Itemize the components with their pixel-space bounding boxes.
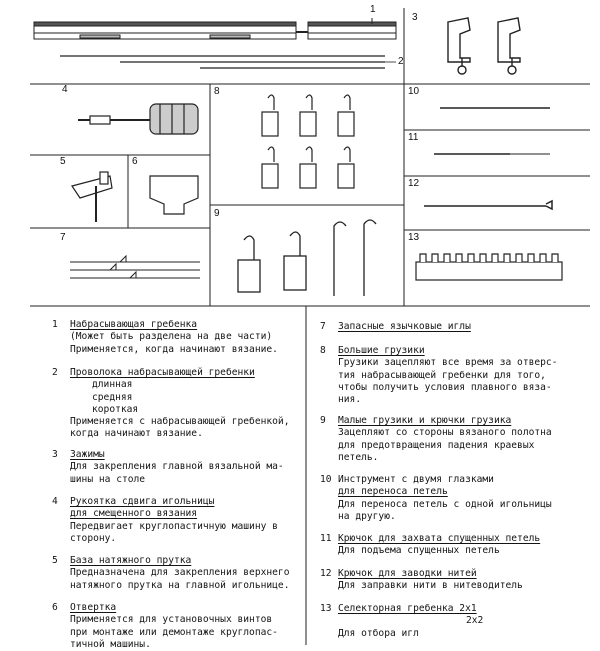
fig-label-11: 11 [408,132,419,143]
threading-hook [424,201,552,209]
item-title: Зажимы [70,449,105,460]
item-title: Отвертка [70,602,117,613]
left-item-3: 3 Зажимы Для закрепления главной вязальной ма- шины на столе [52,449,284,485]
right-item-9: 9 Малые грузики и крючки грузика Зацепляют со стороны вязаного полотна для предотвращения падения краевых петель. [320,415,552,463]
item-title: Малые грузики и крючки грузика [338,415,512,426]
casting-on-comb [34,18,396,39]
fig-label-7: 7 [60,232,66,243]
left-item-5: 5 База натяжного прутка Предназначена для закрепления верхнего натяжного прутка на главной игольнице. [52,555,290,591]
fig-label-1: 1 [370,4,376,15]
small-weights-and-hooks [238,220,376,296]
table-clamps [448,18,520,74]
needle-bed-shift-handle [78,104,198,134]
fig-label-9: 9 [214,208,220,219]
item-title: Запасные язычковые иглы [338,321,471,332]
right-item-13: 13 Селекторная гребенка 2x1 2x2 Для отбора игл [320,603,484,639]
item-title: Крючок для захвата спущенных петель [338,533,541,544]
left-item-2: 2 Проволока набрасывающей гребенки длинная средняя короткая Применяется с набрасывающей гребенкой, когда начинают вязание. [52,367,290,440]
tension-rod-base [72,172,112,222]
right-item-8: 8 Большие грузики Грузики зацепляют все время за отверс- тия набрасывающей гребенки для того, чтобы получить условия плавного вяза- ния. [320,345,558,406]
large-weights [262,95,354,188]
right-item-11: 11 Крючок для захвата спущенных петель Для подъема спущенных петель [320,533,541,557]
left-item-4: 4 Рукоятка сдвига игольницы для смещенного вязания Передвигает круглопастичную машину в сторону. [52,496,278,544]
comb-wires [60,56,396,68]
fig-label-2: 2 [398,56,404,67]
item-title: Проволока набрасывающей гребенки [70,367,255,378]
item-title: Большие грузики [338,345,425,356]
fig-label-8: 8 [214,86,220,97]
right-item-7: 7 Запасные язычковые иглы [320,321,471,332]
item-title: Селекторная гребенка 2x1 [338,603,477,614]
fig-label-13: 13 [408,232,420,243]
right-item-12: 12 Крючок для заводки нитей Для заправки нити в нитеводитель [320,568,523,592]
item-title: Инструмент с двумя глазками [338,474,494,485]
item-title: Набрасывающая гребенка [70,319,198,330]
item-title: Рукоятка сдвига игольницы [70,496,215,507]
left-item-6: 6 Отвертка Применяется для установочных винтов при монтаже или демонтаже круглопас- тичной машины. [52,602,278,650]
fig-label-5: 5 [60,156,66,167]
selector-comb [416,254,562,280]
fig-label-4: 4 [62,84,68,95]
fig-label-3: 3 [412,12,418,23]
item-title: База натяжного прутка [70,555,192,566]
spare-latch-needles [70,256,200,278]
fig-label-6: 6 [132,156,138,167]
screwdriver [150,176,198,214]
fig-label-10: 10 [408,86,420,97]
fig-label-12: 12 [408,178,420,189]
item-title: Крючок для заводки нитей [338,568,477,579]
left-item-1: 1 Набрасывающая гребенка (Может быть разделена на две части) Применяется, когда начинают вязание. [52,319,278,355]
right-item-10: 10 Инструмент с двумя глазками для переноса петель Для переноса петель с одной игольницы на другую. [320,474,552,522]
